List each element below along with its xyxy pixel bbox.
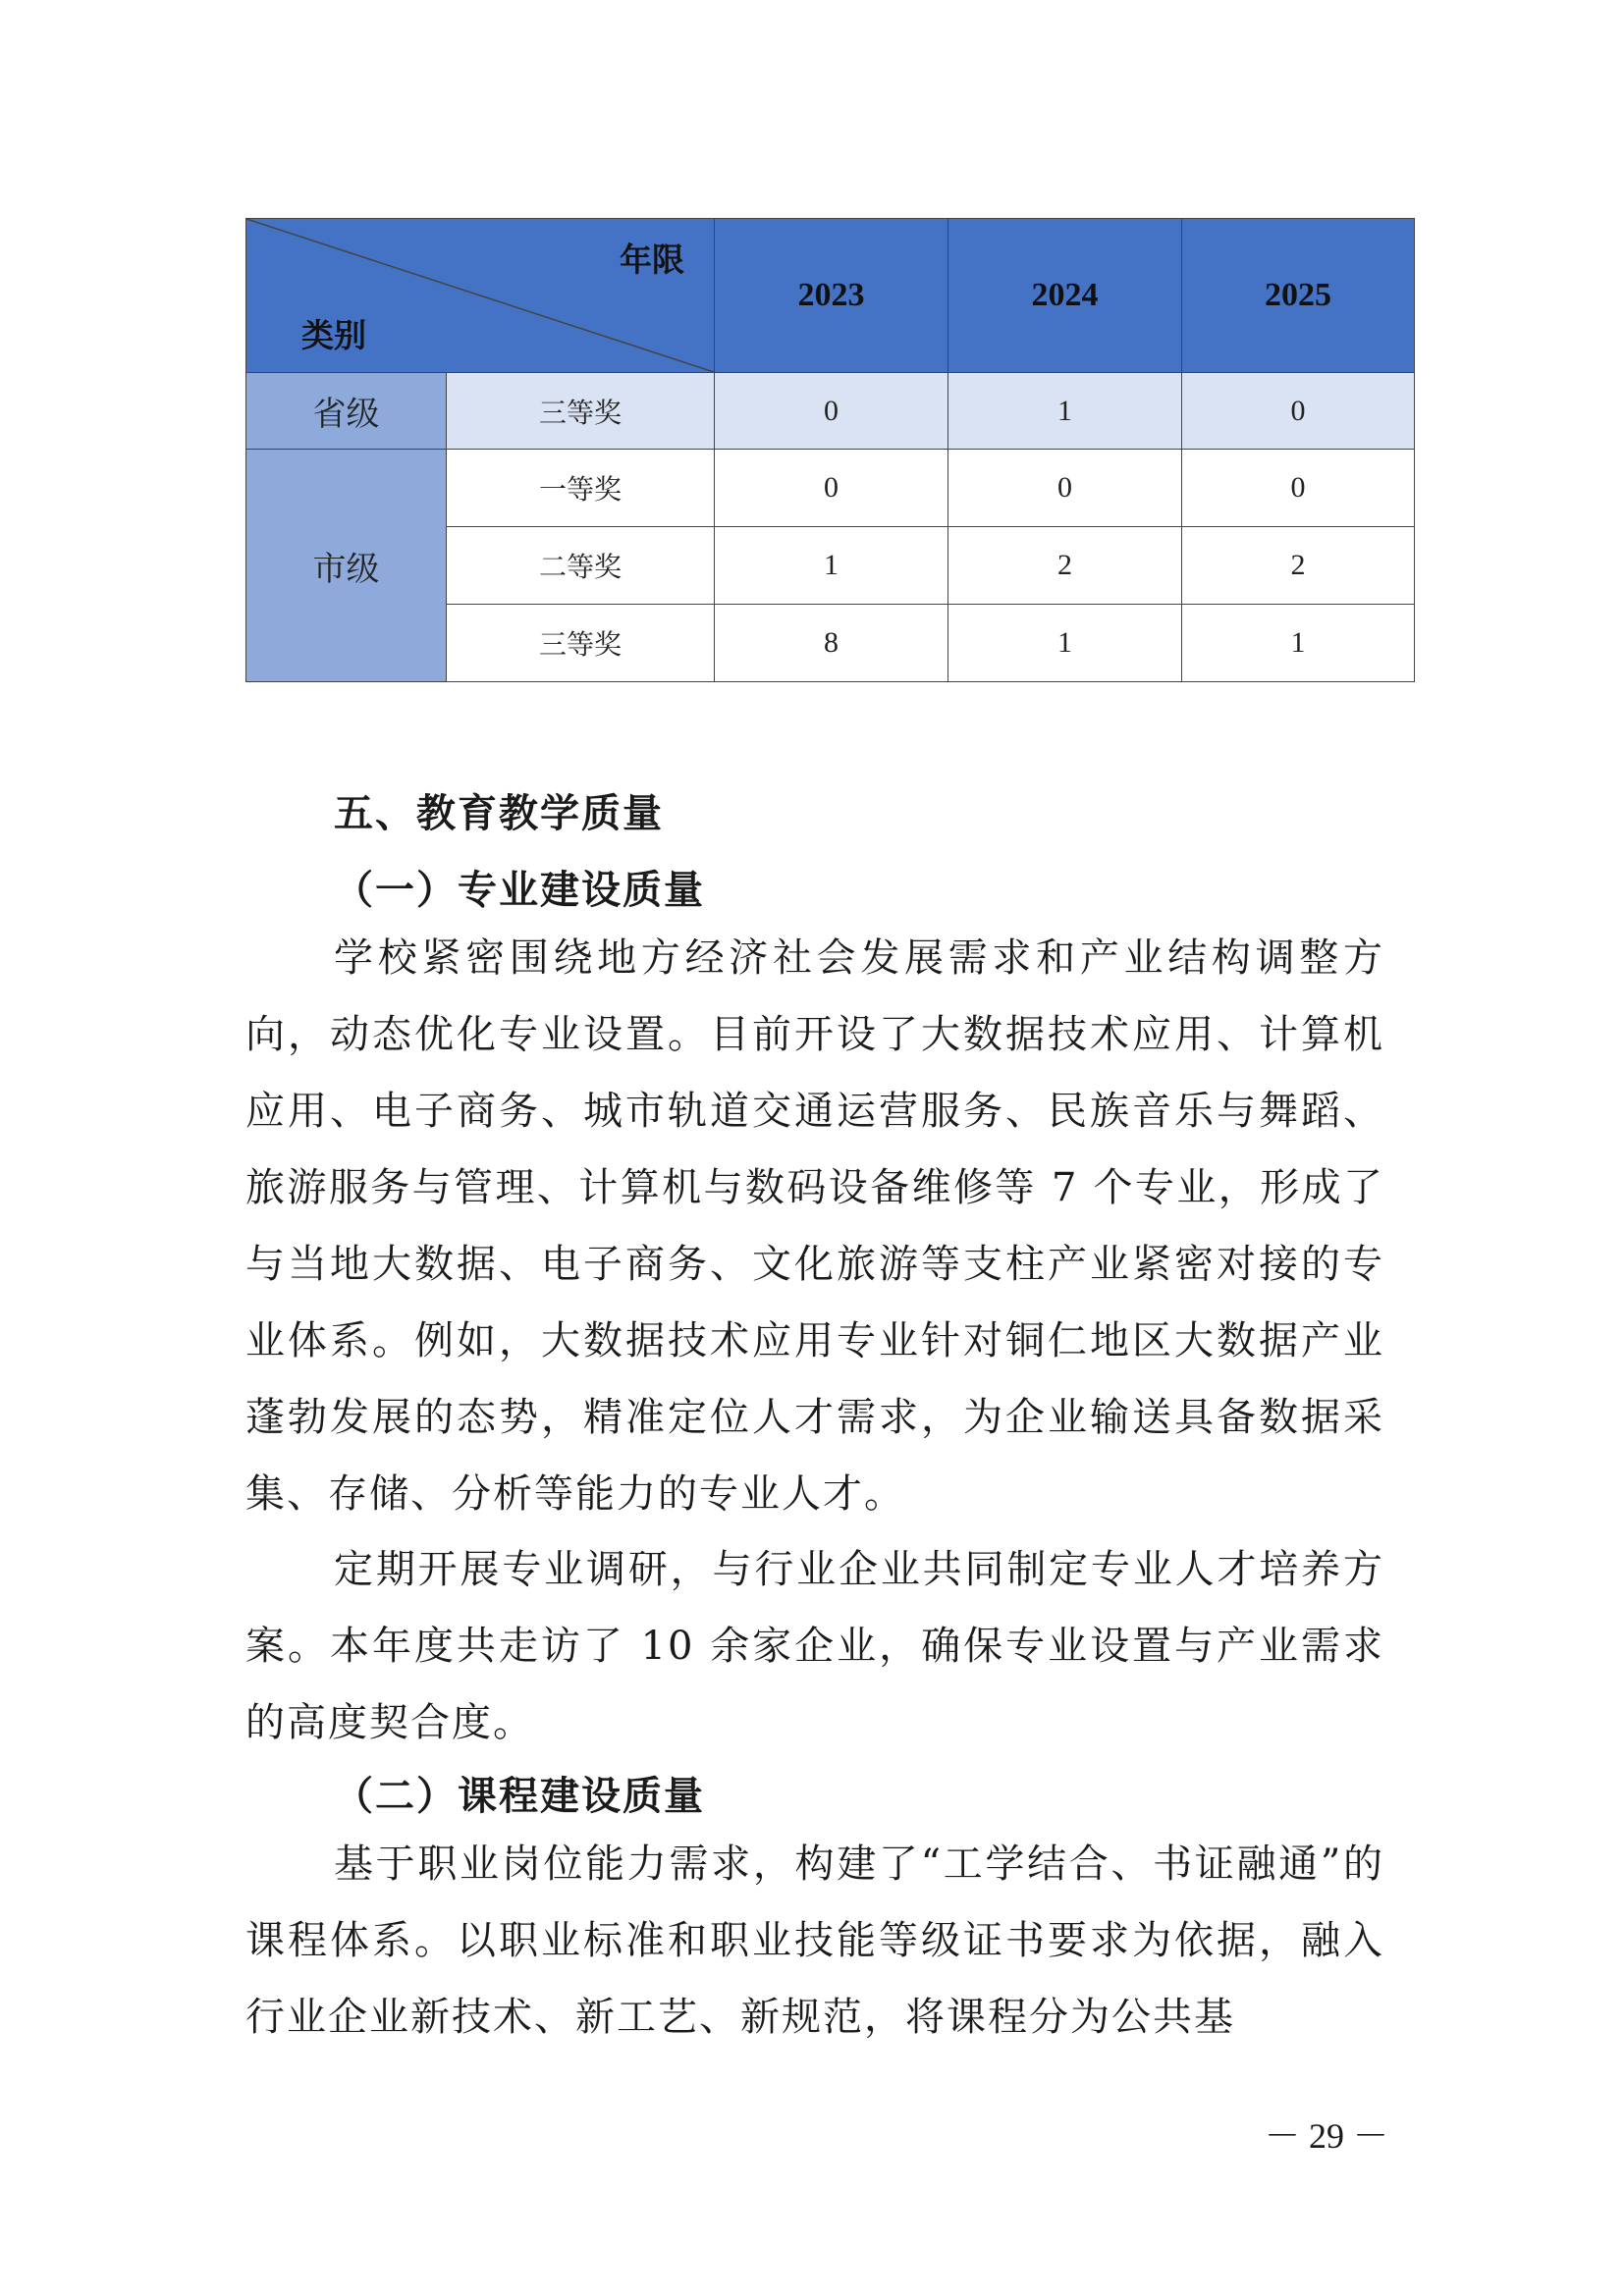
subsection-heading-major: （一）专业建设质量 [334, 867, 705, 913]
paragraph-major-setup: 学校紧密围绕地方经济社会发展需求和产业结构调整方向，动态优化专业设置。目前开设了大数据技术应用、计算机应用、电子商务、城市轨道交通运营服务、民族音乐与舞蹈、旅游服务与管理、计算机与数码设备维修等 7 个专业，形成了与当地大数据、电子商务、文化旅游等支柱产业紧密对接的专业体系。例如，大数据技术应用专业针对铜仁地区大数据产业蓬勃发展的态势，精准定位人才需求，为企业输送具备数据采集、存储、分析等能力的专业人才。 [245, 935, 1384, 1517]
table-header-row [246, 219, 1415, 373]
municipal-level-cell: 市级 [246, 450, 447, 682]
value-cell: 2 [948, 527, 1182, 605]
year-2023-header: 2023 [715, 219, 948, 373]
award-name-cell: 一等奖 [447, 450, 715, 527]
award-name-cell: 三等奖 [447, 605, 715, 682]
year-2024-header: 2024 [948, 219, 1182, 373]
value-cell: 0 [948, 450, 1182, 527]
provincial-level-cell: 省级 [246, 373, 447, 450]
award-statistics-table [245, 218, 1415, 682]
value-cell: 0 [715, 373, 948, 450]
section-heading: 五、教育教学质量 [334, 791, 664, 836]
award-name-cell: 二等奖 [447, 527, 715, 605]
diagonal-header-cell [246, 219, 715, 373]
value-cell: 0 [1182, 373, 1415, 450]
page-number: － 29 － [1265, 2116, 1389, 2156]
paragraph-major-research: 定期开展专业调研，与行业企业共同制定专业人才培养方案。本年度共走访了 10 余家企业，确保专业设置与产业需求的高度契合度。 [245, 1547, 1384, 1745]
paragraph-course-system: 基于职业岗位能力需求，构建了“工学结合、书证融通”的课程体系。以职业标准和职业技能等级证书要求为依据，融入行业企业新技术、新工艺、新规范，将课程分为公共基 [245, 1842, 1384, 2040]
year-2025-header: 2025 [1182, 219, 1415, 373]
value-cell: 0 [715, 450, 948, 527]
table-row [246, 373, 1415, 450]
value-cell: 0 [1182, 450, 1415, 527]
value-cell: 1 [948, 605, 1182, 682]
year-header-label: 年限 [620, 240, 684, 279]
value-cell: 1 [715, 527, 948, 605]
value-cell: 2 [1182, 527, 1415, 605]
value-cell: 1 [1182, 605, 1415, 682]
award-name-cell: 三等奖 [447, 373, 715, 450]
subsection-heading-course: （二）课程建设质量 [334, 1773, 705, 1819]
value-cell: 8 [715, 605, 948, 682]
category-header-label: 类别 [301, 316, 366, 354]
value-cell: 1 [948, 373, 1182, 450]
table-row [246, 450, 1415, 527]
